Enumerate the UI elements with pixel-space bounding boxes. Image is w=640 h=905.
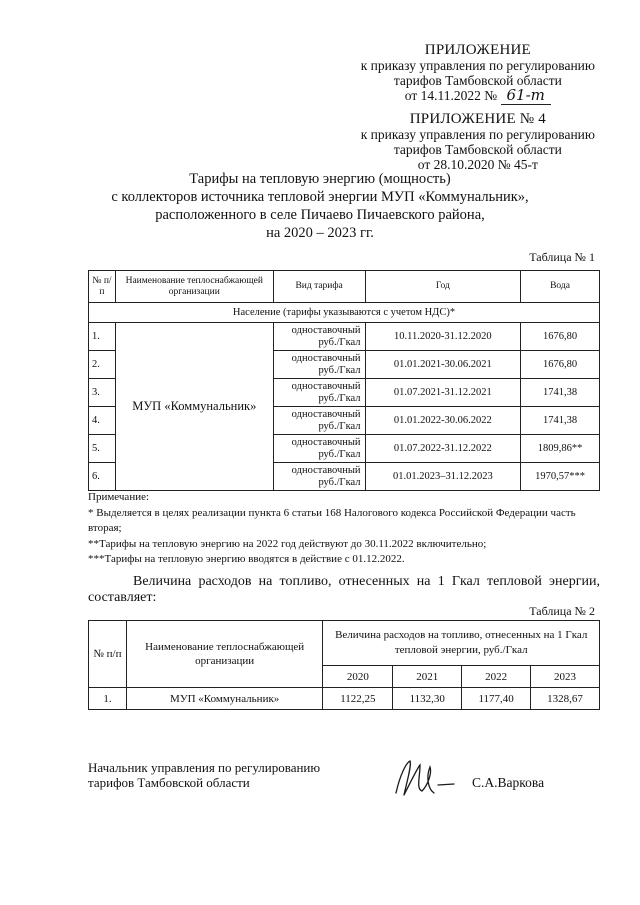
header-num: № п/п <box>89 271 116 303</box>
appendix-line: к приказу управления по регулированию <box>360 58 595 73</box>
table1-caption: Таблица № 1 <box>529 250 595 264</box>
header-year: 2021 <box>393 666 462 688</box>
title-line: Тарифы на тепловую энергию (мощность) <box>189 171 451 187</box>
row-num: 1. <box>89 688 127 710</box>
title-line: на 2020 – 2023 гг. <box>266 225 374 241</box>
fuel-value: 1177,40 <box>462 688 531 710</box>
section-label: Население (тарифы указываются с учетом НДС)* <box>89 303 600 323</box>
tariff-period: 01.01.2023–31.12.2023 <box>365 463 521 491</box>
row-num: 6. <box>89 463 116 491</box>
appendix-line: тарифов Тамбовской области <box>393 73 562 88</box>
header-org: Наименование теплоснабжающей организации <box>126 621 323 688</box>
header-year: Год <box>365 271 521 303</box>
note-3: ***Тарифы на тепловую энергию вводятся в действие с 01.12.2022. <box>88 553 405 565</box>
tariff-type: одноставочный руб./Гкал <box>273 323 365 351</box>
tariff-period: 01.07.2022-31.12.2022 <box>365 435 521 463</box>
tariff-value: 1741,38 <box>521 407 600 435</box>
tariff-period: 01.01.2022-30.06.2022 <box>365 407 521 435</box>
table-row <box>89 323 600 351</box>
handwritten-signature <box>388 755 468 805</box>
header-group: Величина расходов на топливо, отнесенных на 1 Гкал тепловой энергии, руб./Гкал <box>323 621 600 666</box>
tariff-period: 01.07.2021-31.12.2021 <box>365 379 521 407</box>
row-num: 1. <box>89 323 116 351</box>
fuel-table <box>88 620 600 710</box>
signature-position <box>88 760 320 790</box>
header-type: Вид тарифа <box>273 271 365 303</box>
header-num: № п/п <box>89 621 127 688</box>
appendix4-header <box>361 112 595 172</box>
appendix-title: ПРИЛОЖЕНИЕ <box>424 42 531 58</box>
header-year: 2023 <box>531 666 600 688</box>
note-2: **Тарифы на тепловую энергию на 2022 год действуют до 30.11.2022 включительно; <box>88 537 487 550</box>
handwritten-number: 61-т <box>501 86 551 105</box>
table-row <box>89 688 600 710</box>
appendix4-title: ПРИЛОЖЕНИЕ № 4 <box>409 111 546 127</box>
fuel-paragraph: Величина расходов на топливо, отнесенных на 1 Гкал тепловой энергии, составляет: <box>88 574 600 605</box>
header-year: 2020 <box>323 666 393 688</box>
header-org: Наименование теплоснабжающей организации <box>115 271 273 303</box>
tariff-type: одноставочный руб./Гкал <box>273 351 365 379</box>
tariff-value: 1676,80 <box>521 351 600 379</box>
org-name: МУП «Коммунальник» <box>126 688 323 710</box>
notes-title: Примечание: <box>88 491 150 503</box>
position-line: тарифов Тамбовской области <box>88 775 250 790</box>
tariff-type: одноставочный руб./Гкал <box>273 463 365 491</box>
appendix-header <box>361 43 595 103</box>
tariff-type: одноставочный руб./Гкал <box>273 379 365 407</box>
note-1: * Выделяется в целях реализации пункта 6 статьи 168 Налогового кодекса Российской Федерации часть вторая; <box>88 506 576 534</box>
row-num: 2. <box>89 351 116 379</box>
notes <box>88 490 608 568</box>
position-line: Начальник управления по регулированию <box>88 760 321 775</box>
tariff-table <box>88 270 600 491</box>
fuel-value: 1132,30 <box>393 688 462 710</box>
fuel-value: 1122,25 <box>323 688 393 710</box>
row-num: 5. <box>89 435 116 463</box>
tariff-value: 1970,57*** <box>521 463 600 491</box>
table2-caption: Таблица № 2 <box>529 604 595 618</box>
fuel-value: 1328,67 <box>531 688 600 710</box>
tariff-value: 1741,38 <box>521 379 600 407</box>
tariff-value: 1676,80 <box>521 323 600 351</box>
header-water: Вода <box>521 271 600 303</box>
header-year: 2022 <box>462 666 531 688</box>
tariff-type: одноставочный руб./Гкал <box>273 435 365 463</box>
section-row <box>89 303 600 323</box>
appendix-order-prefix: от 14.11.2022 № <box>404 88 498 103</box>
appendix-order-line <box>361 88 595 103</box>
appendix4-line: к приказу управления по регулированию <box>360 127 595 142</box>
row-num: 3. <box>89 379 116 407</box>
tariff-period: 01.01.2021-30.06.2021 <box>365 351 521 379</box>
document-title <box>0 170 640 242</box>
org-name: МУП «Коммунальник» <box>115 323 273 491</box>
tariff-value: 1809,86** <box>521 435 600 463</box>
title-line: с коллекторов источника тепловой энергии МУП «Коммунальник», <box>111 189 529 205</box>
appendix4-line: от 28.10.2020 № 45-т <box>417 157 538 172</box>
signatory-name: С.А.Варкова <box>472 775 545 790</box>
table-header-row <box>89 271 600 303</box>
table-header-row <box>89 621 600 666</box>
title-line: расположенного в селе Пичаево Пичаевского района, <box>155 207 485 223</box>
tariff-type: одноставочный руб./Гкал <box>273 407 365 435</box>
appendix4-line: тарифов Тамбовской области <box>393 142 562 157</box>
row-num: 4. <box>89 407 116 435</box>
tariff-period: 10.11.2020-31.12.2020 <box>365 323 521 351</box>
